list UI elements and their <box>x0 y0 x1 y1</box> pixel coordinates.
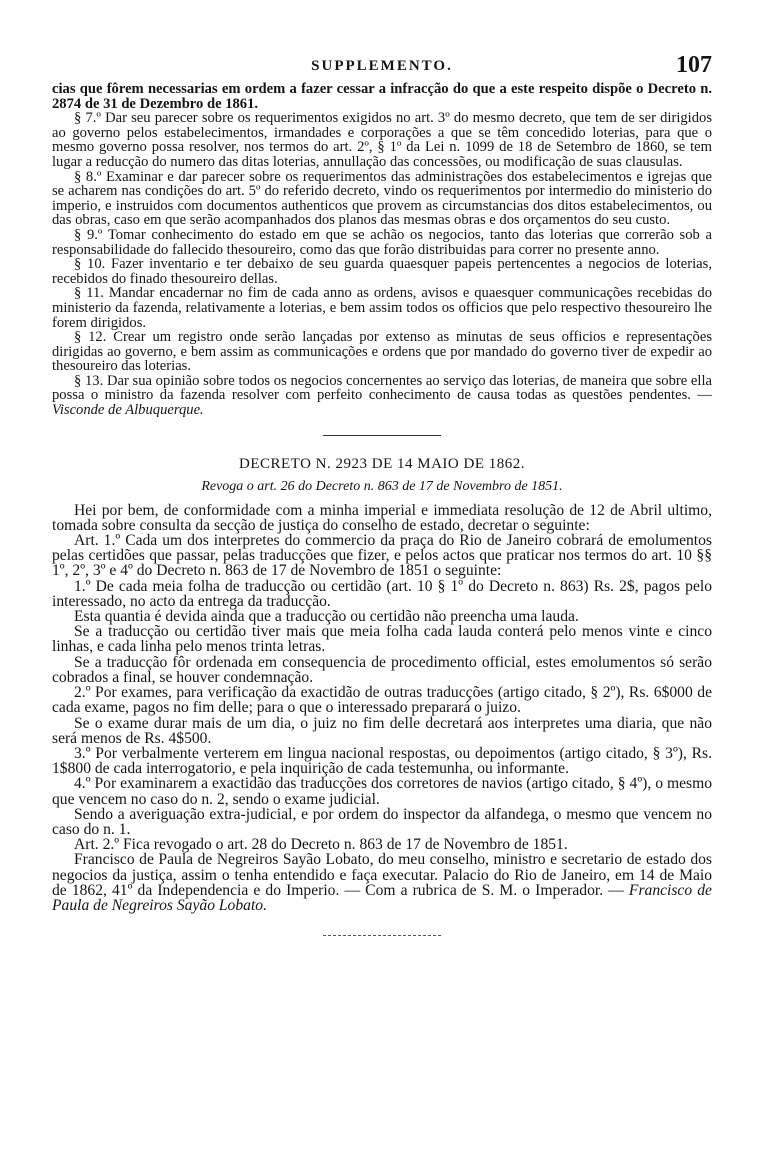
page-header <box>52 52 712 82</box>
previous-act-section <box>52 82 712 418</box>
article-paragraph-12: § 12. Crear um registro onde serão lançadas por extenso as minutas de seus officios e representações dirigidas ao governo, e bem assim as communicações e ordens que por mandado do governo tiver de expedir ao thesoureiro das loterias. <box>52 329 712 375</box>
article-paragraph-8: § 8.º Examinar e dar parecer sobre os requerimentos das administrações dos estabelecimentos e igrejas que se acharem nas condições do art. 5º do referido decreto, vindo os requerimentos por intermedio do ministerio do imperio, e instruidos com documentos authenticos que provem as circumstancias dos ditos estabelecimentos, ou das obras, caso em que serão acompanhados dos planos das mesmas obras e dos orçamentos do seu custo. <box>52 168 712 229</box>
decree-item-1: 1.º De cada meia folha de traducção ou certidão (art. 10 § 1º do Decreto n. 863) Rs. 2$, pagos pelo interessado, no acto da entrega da traducção. <box>52 577 712 610</box>
document-page <box>52 52 712 936</box>
decree-item-1-note-a: Esta quantia é devida ainda que a traducção ou certidão não preencha uma lauda. <box>74 608 579 626</box>
article-paragraph-7: § 7.º Dar seu parecer sobre os requerimentos exigidos no art. 3º do mesmo decreto, que tem de ser dirigidos ao governo pelos estabelecimentos, irmandades e corporações a que se têm concedido loterias, para que o mesmo governo possa resolver, nos termos do art. 2º, § 1º da Lei n. 1099 de 18 de Setembro de 1860, se tem lugar a reducção do numero das ditas loterias, annullação das concessões, ou modificação de suas clausulas. <box>52 110 712 170</box>
decree-title: DECRETO N. 2923 DE 14 MAIO DE 1862. <box>239 455 525 472</box>
decree-article-1: Art. 1.º Cada um dos interpretes do commercio da praça do Rio de Janeiro cobrará de emolumentos pelas certidões que passar, pelas traducções que fizer, e pelos actos que praticar nos termos do art. 10 §§ 1º, 2º, 3º e 4º do Decreto n. 863 de 17 de Novembro de 1851 o seguinte: <box>52 532 712 580</box>
article-paragraph-9: § 9.º Tomar conhecimento do estado em que se achão os negocios, tanto das loterias que correrão sob a responsabilidade do fallecido thesoureiro, como das que forão distribuidas para correr no presente anno. <box>52 226 712 258</box>
decree-signature: Francisco de Paula de Negreiros Sayão Lobato. <box>52 881 712 914</box>
decree-subtitle: Revoga o art. 26 do Decreto n. 863 de 17 de Novembro de 1851. <box>201 478 563 494</box>
article-13-text: § 13. Dar sua opinião sobre todos os negocios concernentes ao serviço das loterias, de maneira que sobre ella possa o ministro da fazenda resolver com perfeito conhecimento de causa todas as questões pendentes. — <box>52 372 712 404</box>
article-paragraph-11: § 11. Mandar encadernar no fim de cada anno as ordens, avisos e quaesquer communicações recebidas do ministerio da fazenda, relativamente a loterias, e bem assim todos os officios que pelo respectivo thesoureiro lhe forem dirigidos. <box>52 285 712 331</box>
decree-item-4: 4.º Por examinarem a exactidão das traducções dos corretores de navios (artigo citado, § 4º), o mesmo que vencem no caso do n. 2, sendo o exame judicial. <box>52 775 712 808</box>
decree-item-1-note-c: Se a traducção fôr ordenada em consequencia de procedimento official, estes emolumentos só serão cobrados a final, se houver condemnação. <box>52 653 712 686</box>
previous-act-signature: Visconde de Albuquerque. <box>52 402 204 419</box>
decree-article-2: Art. 2.º Fica revogado o art. 28 do Decreto n. 863 de 17 de Novembro de 1851. <box>74 836 568 854</box>
end-divider <box>323 935 441 936</box>
decree-item-2-note: Se o exame durar mais de um dia, o juiz no fim delle decretará aos interpretes uma diaria, que não será menos de Rs. 4$500. <box>52 714 712 747</box>
decree-item-3: 3.º Por verbalmente verterem em lingua nacional respostas, ou depoimentos (artigo citado, § 3º), Rs. 1$800 de cada interrogatorio, e pela inquirição de cada testemunha, ou informante. <box>52 744 712 778</box>
page-number: 107 <box>676 52 712 78</box>
article-paragraph-10: § 10. Fazer inventario e ter debaixo de seu guarda quaesquer papeis pertencentes a negocios de loterias, recebidos do finado thesoureiro dellas. <box>52 256 712 287</box>
decree-section <box>52 456 712 913</box>
decree-item-4-note: Sendo a averiguação extra-judicial, e por ordem do inspector da alfandega, o mesmo que vencem no caso do n. 1. <box>52 805 712 838</box>
running-title: SUPPLEMENTO. <box>311 58 453 74</box>
decree-preamble: Hei por bem, de conformidade com a minha imperial e immediata resolução de 12 de Abril ultimo, tomada sobre consulta da secção de justiça do conselho de estado, decretar o seguinte: <box>52 501 712 534</box>
continuation-paragraph: cias que fôrem necessarias em ordem a fazer cessar a infracção do que a este respeito dispõe o Decreto n. 2874 de 31 de Dezembro de 1861. <box>52 81 712 112</box>
decree-item-2: 2.º Por exames, para verificação da exactidão de outras traducções (artigo citado, § 2º), Rs. 6$000 de cada exame, pagos no fim delle; para o que o interessado preparará o juizo. <box>52 684 712 717</box>
article-paragraph-13 <box>52 374 712 418</box>
section-divider <box>323 435 441 436</box>
decree-item-1-note-b: Se a traducção ou certidão tiver mais que meia folha cada lauda conterá pelo menos vinte e cinco linhas, e cada linha pelo menos trinta letras. <box>52 623 712 656</box>
decree-closing <box>52 852 712 913</box>
decree-closing-text: Francisco de Paula de Negreiros Sayão Lobato, do meu conselho, ministro e secretario de estado dos negocios da justiça, assim o tenha entendido e faça executar. Palacio do Rio de Janeiro, em 14 de Maio de 1862, 41º da Independencia e do Imperio. — Com a rubrica de S. M. o Imperador. — <box>52 851 712 899</box>
